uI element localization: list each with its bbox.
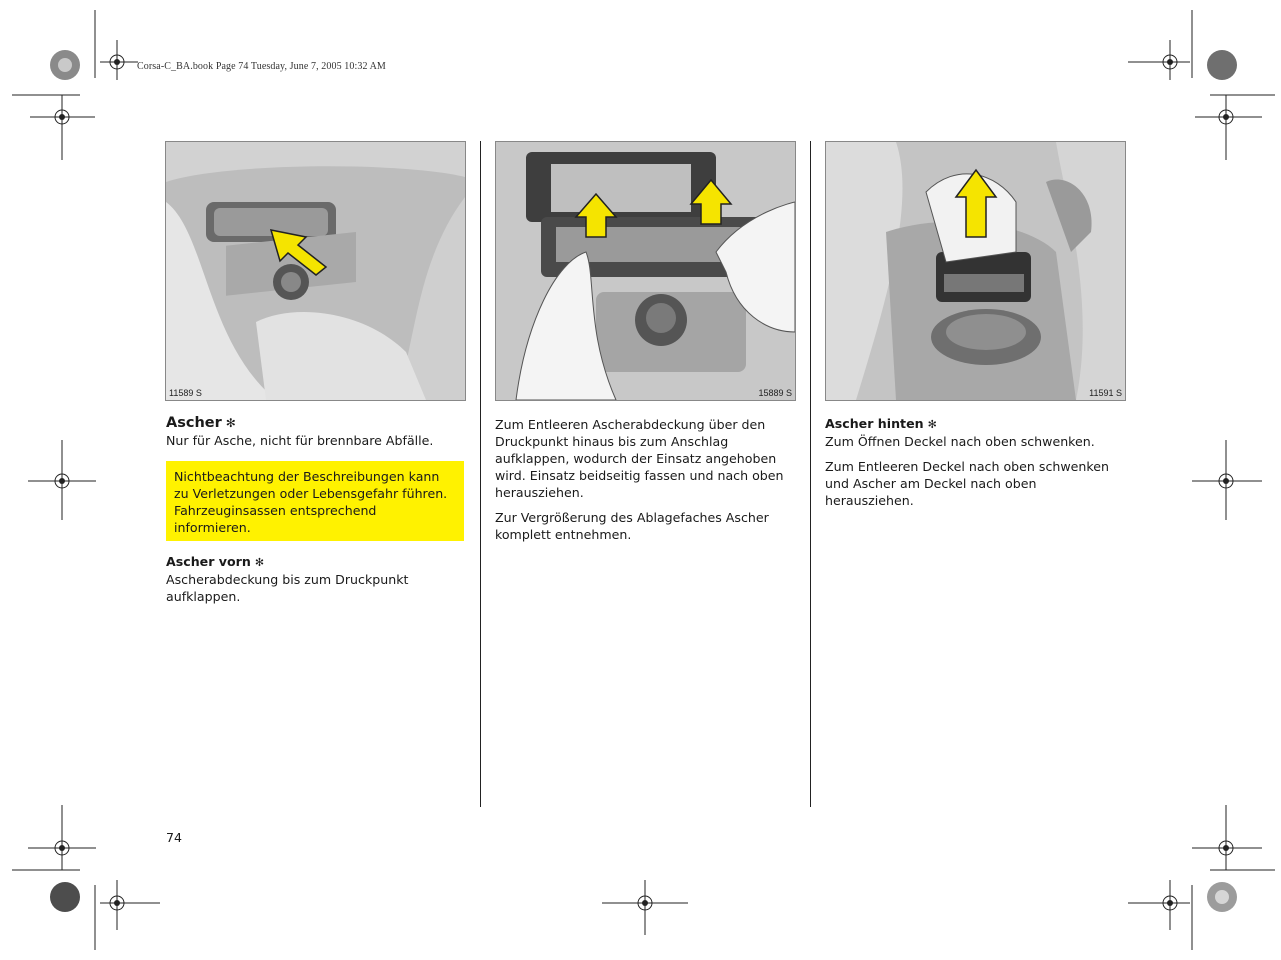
heading-text: Ascher	[166, 415, 222, 431]
warning-text: Nichtbeachtung der Beschreibungen kann zu Verletzungen oder Lebensgefahr führen. Fahrzeuginsassen entsprechend informieren.	[174, 469, 448, 535]
subsection-heading	[166, 553, 465, 571]
figure-code: 15889 S	[758, 388, 792, 398]
intro-text: Nur für Asche, nicht für brennbare Abfälle.	[166, 433, 434, 448]
paragraph: Zum Entleeren Ascherabdeckung über den Druckpunkt hinaus bis zum Anschlag aufklappen, wodurch der Einsatz angehoben wird. Einsatz beidseitig fassen und nach oben herausziehen.	[495, 417, 784, 500]
subheading-text: Ascher vorn	[166, 554, 251, 569]
paragraph: Zur Vergrößerung des Ablagefaches Ascher komplett entnehmen.	[495, 510, 769, 542]
star-symbol: ✻	[927, 418, 937, 431]
subheading-text: Ascher hinten	[825, 416, 924, 431]
figure-front-ashtray	[165, 141, 466, 401]
page-number: 74	[166, 830, 183, 845]
column-2	[495, 416, 794, 543]
paragraph: Zum Öffnen Deckel nach oben schwenken.	[825, 434, 1095, 449]
paragraph: Zum Entleeren Deckel nach oben schwenken und Ascher am Deckel nach oben herausziehen.	[825, 459, 1109, 508]
subsection-heading	[825, 415, 1124, 433]
section-heading	[166, 414, 465, 432]
column-divider	[480, 141, 481, 807]
figure-code: 11591 S	[1089, 388, 1122, 398]
star-symbol: ✻	[225, 416, 236, 430]
star-symbol: ✻	[254, 556, 265, 569]
figure-front-ashtray-remove	[495, 141, 796, 401]
figure-code: 11589 S	[169, 388, 202, 398]
figure-rear-ashtray	[825, 141, 1126, 401]
column-divider	[810, 141, 811, 807]
column-1	[166, 414, 465, 605]
column-3	[825, 415, 1124, 509]
print-header: Corsa-C_BA.book Page 74 Tuesday, June 7, 2005 10:32 AM	[137, 61, 386, 72]
warning-box	[166, 461, 464, 541]
body-text: Ascherabdeckung bis zum Druckpunkt aufklappen.	[166, 572, 409, 604]
